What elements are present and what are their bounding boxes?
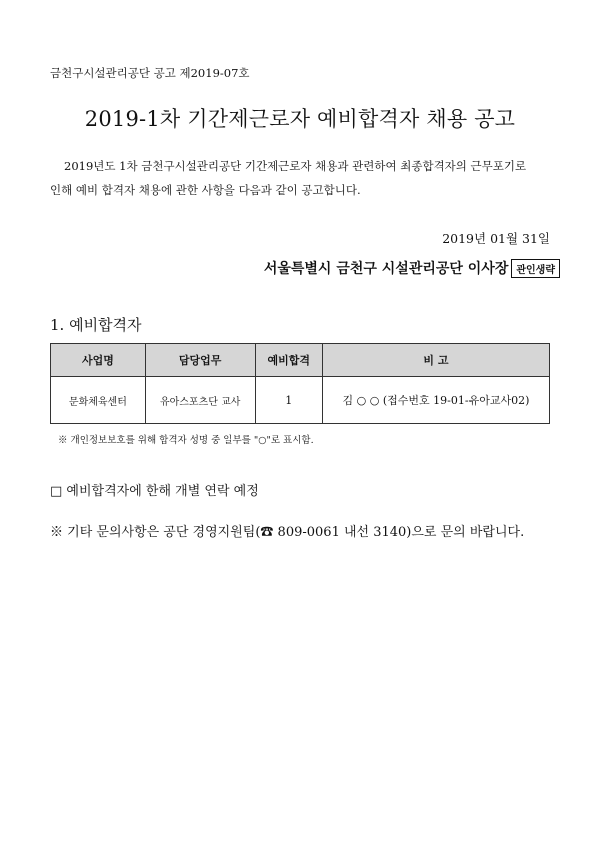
page-title: 2019-1차 기간제근로자 예비합격자 채용 공고	[84, 107, 516, 131]
official-seal-omitted: 관인생략	[511, 259, 560, 278]
table-header-row	[51, 344, 550, 377]
announcement-date: 2019년 01월 31일	[442, 231, 550, 246]
cell-remarks: 김 ○ ○ (접수번호 19-01-유아교사02)	[322, 377, 549, 424]
column-header-reserve-count: 예비합격	[255, 344, 322, 377]
notice-number: 금천구시설관리공단 공고 제2019-07호	[50, 66, 250, 80]
inquiry-notice: ※ 기타 문의사항은 공단 경영지원팀(☎ 809-0061 내선 3140)으로 문의 바랍니다.	[50, 525, 525, 540]
column-header-duty: 담당업무	[145, 344, 255, 377]
individual-contact-notice: □ 예비합격자에 한해 개별 연락 예정	[50, 484, 259, 499]
reserve-candidates-table	[50, 343, 550, 424]
cell-reserve-count: 1	[255, 377, 322, 424]
privacy-footnote: ※ 개인정보보호를 위해 합격자 성명 중 일부를 "○"로 표시함.	[58, 435, 314, 446]
cell-duty: 유아스포츠단 교사	[145, 377, 255, 424]
issuer-block	[264, 258, 560, 278]
issuer-name: 서울특별시 금천구 시설관리공단 이사장	[263, 261, 509, 277]
table-row	[51, 377, 550, 424]
cell-business: 문화체육센터	[51, 377, 146, 424]
section-heading-reserve-candidates: 1. 예비합격자	[50, 316, 142, 334]
body-text-line-1: 2019년도 1차 금천구시설관리공단 기간제근로자 채용과 관련하여 최종합격자의 근무포기로	[64, 159, 527, 173]
column-header-business: 사업명	[51, 344, 146, 377]
body-text-line-2: 인해 예비 합격자 채용에 관한 사항을 다음과 같이 공고합니다.	[50, 183, 361, 197]
column-header-remarks: 비 고	[322, 344, 549, 377]
